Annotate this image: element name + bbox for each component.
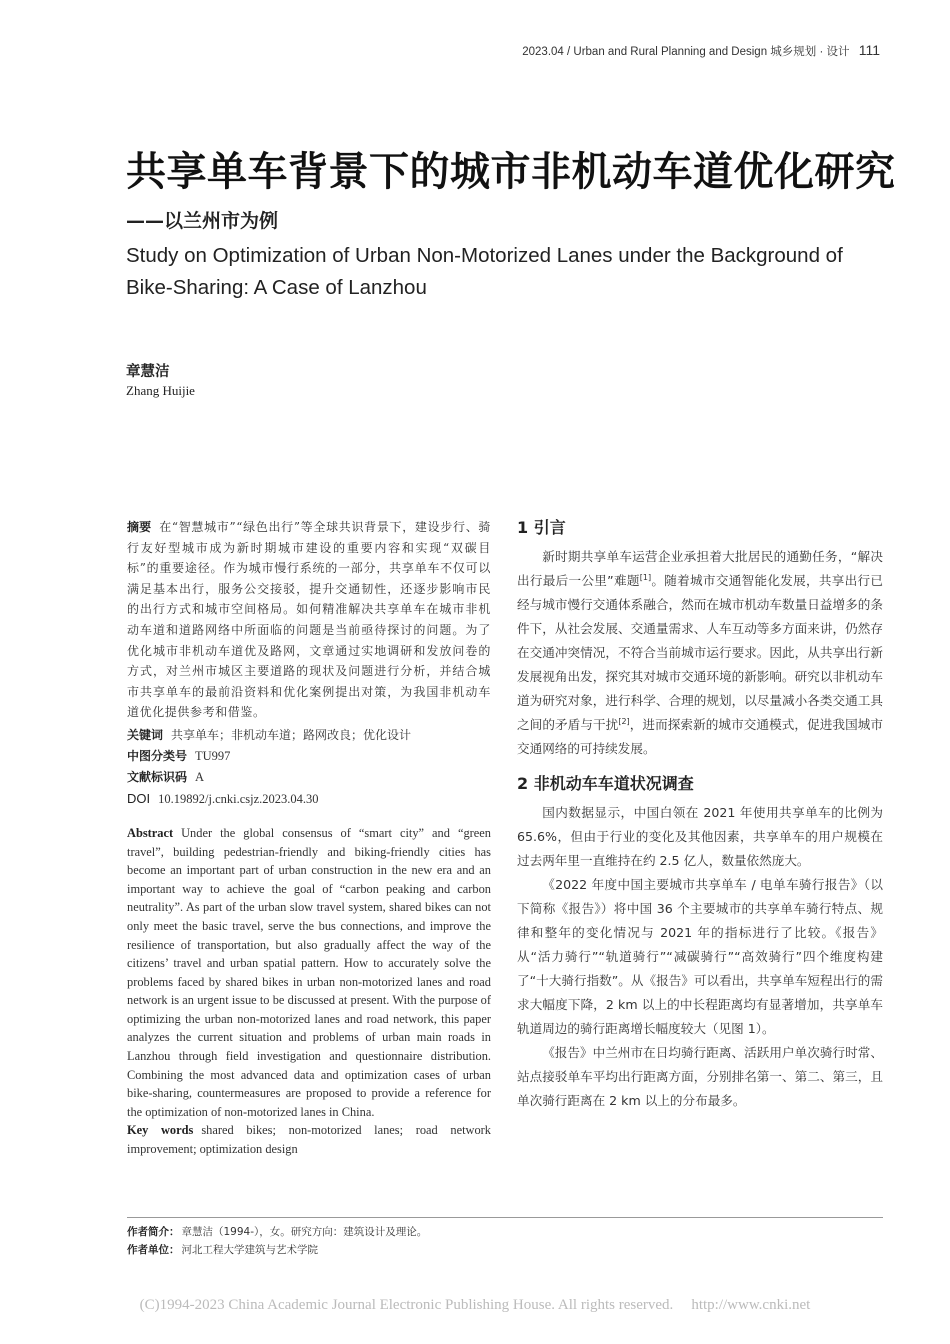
abstract-en-text: Under the global consensus of “smart city” and “green travel”, building pedestrian-friendly and biking-friendly cities has become an important part of urban construction in the new era and an important way to achieve the goal of “carbon peaking and carbon neutrality”. As part of the urban slow travel system, shared bikes can not only meet the basic travel, serve the bus connections, and improve the resilience of transportation, but also gradually affect the way of the citizens’ travel and urban spatial pattern. How to accurately solve the problems faced by shared bikes in urban non-motorized lanes and road network is an urgent issue to be discussed at present. With the purpose of optimizing the urban non-motorized lanes and road network, this paper analyzes the current situation and problems of urban main roads in Lanzhou through field investigation and questionnaire distribution. Combining the most advanced data and optimization cases of urban bike-sharing, countermeasures are proposed to provide a reference for the optimization of non-motorized lanes in China. [127, 825, 491, 1119]
author-name-zh: 章慧洁 [126, 364, 170, 380]
section-2-paragraph-3: 《报告》中兰州市在日均骑行距离、活跃用户单次骑行时常、站点接驳单车平均出行距离方面，分别排名第一、第二、第三，且单次骑行距离在 2 km 以上的分布最多。 [517, 1045, 883, 1108]
page-number: 111 [858, 42, 880, 58]
keywords-zh [127, 725, 491, 746]
footnote-divider [127, 1217, 883, 1218]
doi-label: DOI [127, 790, 151, 806]
author-intro-label: 作者简介： [127, 1226, 180, 1238]
keywords-zh-value: 共享单车；非机动车道；路网改良；优化设计 [171, 727, 412, 742]
section-1-text-a: 新时期共享单车运营企业承担着大批居民的通勤任务，“解决出行最后一公里”难题 [517, 549, 883, 588]
keywords-en-label: Key words [127, 1123, 194, 1138]
right-column [517, 517, 883, 1113]
abstract-en [127, 824, 491, 1122]
article-subtitle-zh: ——以兰州市为例 [126, 210, 279, 232]
author-intro-text: 章慧洁（1994-），女。研究方向：建筑设计及理论。 [181, 1226, 428, 1238]
article-title-en: Study on Optimization of Urban Non-Motorized Lanes under the Background of Bike-Sharing: A Case of Lanzhou [126, 244, 843, 299]
clc-number [127, 746, 491, 767]
citation-2[interactable]: [2] [618, 716, 630, 726]
article-title-zh: 共享单车背景下的城市非机动车道优化研究 [126, 149, 896, 195]
journal-running-title: 2023.04 / Urban and Rural Planning and Design 城乡规划 · 设计 [522, 46, 850, 58]
abstract-en-label: Abstract [127, 825, 174, 840]
citation-1[interactable]: [1] [639, 572, 652, 582]
section-2-paragraph-1: 国内数据显示，中国白领在 2021 年使用共享单车的比例为 65.6%，但由于行业的变化及其他因素，共享单车的用户规模在过去两年里一直维持在约 2.5 亿人，数量依然庞大。 [517, 805, 883, 868]
section-1-paragraph [517, 545, 883, 761]
section-1-heading: 1 引言 [517, 518, 566, 537]
running-header [522, 42, 880, 59]
clc-label: 中图分类号 [127, 748, 188, 763]
abstract-zh [127, 517, 491, 723]
section-2-paragraph-2: 《2022 年度中国主要城市共享单车 / 电单车骑行报告》（以下简称《报告》）将中国 36 个主要城市的共享单车骑行特点、规律和整年的变化情况与 2021 年的指标进行了比较。《报告》从“活力骑行”“轨道骑行”“减碳骑行”“高效骑行”四个维度构建了“十大骑行指数”。从《报告》可以看出，共享单车短程出行的需求大幅度下降，2 km 以上的中长程距离均有显著增加，共享单车轨道周边的骑行距离增长幅度较大（见图 1）。 [517, 877, 883, 1036]
author-name-en: Zhang Huijie [126, 383, 195, 398]
keywords-en-value: shared bikes; non-motorized lanes; road network improvement; optimization design [127, 1123, 491, 1157]
keywords-zh-label: 关键词 [127, 727, 164, 742]
affiliation-text: 河北工程大学建筑与艺术学院 [181, 1244, 318, 1256]
clc-value: TU997 [195, 748, 231, 763]
copyright-text: (C)1994-2023 China Academic Journal Electronic Publishing House. All rights reserved. [139, 1297, 674, 1313]
author-intro-note [127, 1224, 427, 1239]
keywords-en [127, 1121, 491, 1158]
section-1-text-c: ，进而探索新的城市交通模式，促进我国城市交通网络的可持续发展。 [517, 717, 884, 756]
document-code-value: A [195, 769, 205, 784]
document-code [127, 767, 491, 788]
abstract-zh-label: 摘要 [127, 520, 152, 534]
doi-value: 10.19892/j.cnki.csjz.2023.04.30 [158, 791, 319, 806]
abstract-zh-text: 在“智慧城市”“绿色出行”等全球共识背景下，建设步行、骑行友好型城市成为新时期城市建设的重要内容和实现“双碳目标”的重要途径。作为城市慢行系统的一部分，共享单车不仅可以满足基本出行，服务公交接驳，提升交通韧性，还逐步影响市民的出行方式和城市空间格局。如何精准解决共享单车在城市非机动车道和道路网络中所面临的问题是当前亟待探讨的问题。为了优化城市非机动车道优及路网，文章通过实地调研和发放问卷的方式，对兰州市城区主要道路的现状及问题进行分析，并结合城市共享单车的最前沿资料和优化案例提出对策，为我国非机动车道优化提供参考和借鉴。 [127, 520, 491, 720]
affiliation-label: 作者单位： [127, 1244, 180, 1256]
document-code-label: 文献标识码 [127, 769, 188, 784]
copyright-notice [0, 1297, 950, 1314]
cnki-link[interactable]: http://www.cnki.net [691, 1297, 811, 1313]
section-1-text-b: 。随着城市交通智能化发展，共享出行已经与城市慢行交通体系融合，然而在城市机动车数量日益增多的条件下，从社会发展、交通量需求、人车互动等多方面来讲，仍然存在交通冲突情况，不符合当前城市运行要求。因此，从共享出行新发展视角出发，探究其对城市交通环境的新影响。研究以非机动车道为研究对象，进行科学、合理的规划，以尽量减小各类交通工具之间的矛盾与干扰 [517, 573, 883, 732]
affiliation-note [127, 1242, 318, 1257]
doi [127, 788, 491, 810]
section-2-heading: 2 非机动车车道状况调查 [517, 774, 694, 793]
left-column [127, 517, 491, 1159]
